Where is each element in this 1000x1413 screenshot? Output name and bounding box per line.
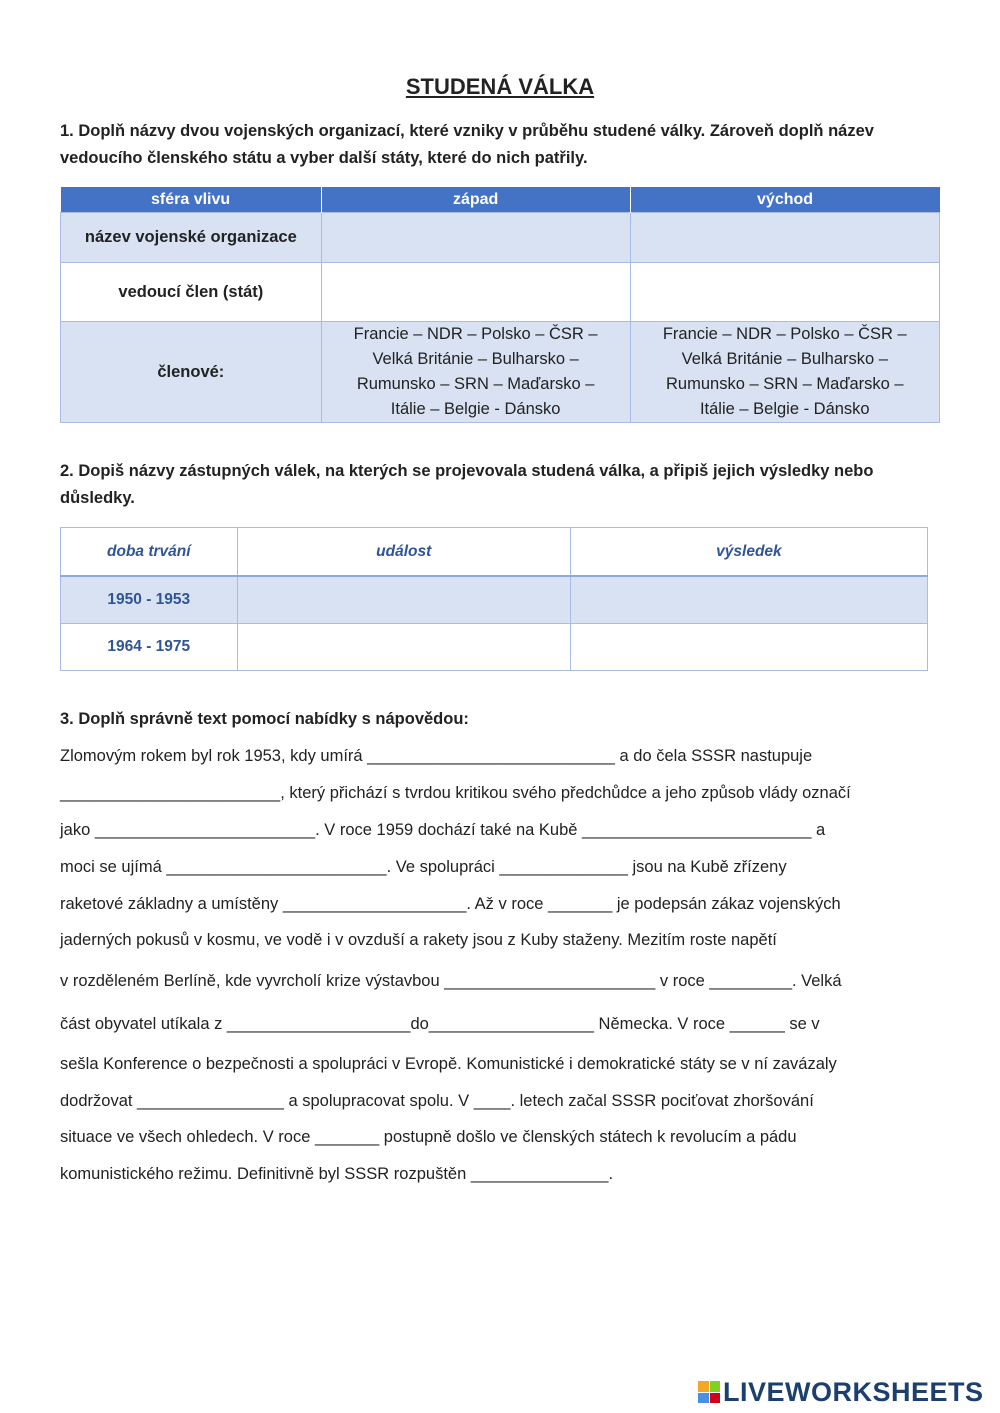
logo-text: LIVEWORKSHEETS <box>723 1376 984 1407</box>
input-result-2[interactable] <box>570 624 927 671</box>
paragraph-line[interactable]: část obyvatel utíkala z ____________________do__________________ Německa. V roce ______ se v <box>60 1015 820 1033</box>
question-1-line-1: 1. Doplň názvy dvou vojenských organizací, které vzniky v průběhu studené války. Zároveň doplň název <box>60 122 874 140</box>
input-result-1[interactable] <box>570 576 927 624</box>
military-organizations-table <box>60 187 940 423</box>
header-west: západ <box>321 187 630 213</box>
table-row <box>61 213 940 263</box>
member-option-line[interactable]: Velká Británie – Bulharsko – <box>681 350 888 368</box>
table-row <box>61 322 940 423</box>
question-2-line-2: důsledky. <box>60 489 135 507</box>
liveworksheets-logo <box>698 1377 984 1407</box>
header-sphere: sféra vlivu <box>61 187 322 213</box>
paragraph-line[interactable]: komunistického režimu. Definitivně byl SSSR rozpuštěn _______________. <box>60 1165 614 1183</box>
paragraph-line[interactable]: dodržovat ________________ a spolupracovat spolu. V ____. letech začal SSSR pociťovat zhoršování <box>60 1092 814 1110</box>
paragraph-line[interactable]: raketové základny a umístěny ____________________. Až v roce _______ je podepsán zákaz vojenských <box>60 895 841 913</box>
input-organization-west[interactable] <box>321 213 630 263</box>
paragraph-line[interactable]: situace ve všech ohledech. V roce _______ postupně došlo ve členských státech k revolucím a pádu <box>60 1128 797 1146</box>
paragraph-line[interactable]: Zlomovým rokem byl rok 1953, kdy umírá ___________________________ a do čela SSSR nastupuje <box>60 747 813 765</box>
proxy-wars-table <box>60 527 928 671</box>
table-row <box>61 624 928 671</box>
header-east: východ <box>630 187 939 213</box>
input-event-1[interactable] <box>237 576 570 624</box>
logo-mark-icon <box>698 1381 720 1403</box>
member-option-line[interactable]: Velká Británie – Bulharsko – <box>372 350 579 368</box>
row-label-leader: vedoucí člen (stát) <box>61 263 322 322</box>
input-leader-east[interactable] <box>630 263 939 322</box>
header-duration: doba trvání <box>61 528 238 577</box>
paragraph-line: jaderných pokusů v kosmu, ve vodě i v ovzduší a rakety jsou z Kuby staženy. Mezitím roste napětí <box>60 931 777 949</box>
header-result: výsledek <box>570 528 927 577</box>
member-option-line[interactable]: Rumunsko – SRN – Maďarsko – <box>666 375 904 393</box>
member-option-line[interactable]: Francie – NDR – Polsko – ČSR – <box>353 325 598 343</box>
table-row <box>61 576 928 624</box>
member-option-line[interactable]: Itálie – Belgie - Dánsko <box>699 400 870 418</box>
members-east-cell[interactable] <box>630 322 939 423</box>
paragraph-line: sešla Konference o bezpečnosti a spolupráci v Evropě. Komunistické i demokratické státy se v ní zavázaly <box>60 1055 837 1073</box>
input-organization-east[interactable] <box>630 213 939 263</box>
member-option-line[interactable]: Francie – NDR – Polsko – ČSR – <box>662 325 907 343</box>
question-3-heading: 3. Doplň správně text pomocí nabídky s nápovědou: <box>60 710 469 728</box>
input-leader-west[interactable] <box>321 263 630 322</box>
table-header-row <box>61 528 928 577</box>
question-2 <box>60 458 940 512</box>
period-cell: 1950 - 1953 <box>61 576 238 624</box>
question-1 <box>60 118 940 172</box>
paragraph-line[interactable]: moci se ujímá ________________________. Ve spolupráci ______________ jsou na Kubě zřízeny <box>60 858 787 876</box>
period-cell: 1964 - 1975 <box>61 624 238 671</box>
member-option-line[interactable]: Rumunsko – SRN – Maďarsko – <box>356 375 595 393</box>
question-1-line-2: vedoucího členského státu a vyber další státy, které do nich patřily. <box>60 149 588 167</box>
table-row <box>61 263 940 322</box>
table-header-row <box>61 187 940 213</box>
row-label-organization: název vojenské organizace <box>61 213 322 263</box>
members-west-cell[interactable] <box>321 322 630 423</box>
question-2-line-1: 2. Dopiš názvy zástupných válek, na kterých se projevovala studená válka, a připiš jejich výsledky nebo <box>60 462 874 480</box>
paragraph-line[interactable]: jako ________________________. V roce 1959 dochází také na Kubě _________________________ a <box>60 821 826 839</box>
paragraph-line[interactable]: v rozděleném Berlíně, kde vyvrcholí krize výstavbou _______________________ v roce _________. Velká <box>60 972 842 990</box>
input-event-2[interactable] <box>237 624 570 671</box>
row-label-members: členové: <box>61 322 322 423</box>
header-event: událost <box>237 528 570 577</box>
paragraph-line[interactable]: ________________________, který přichází s tvrdou kritikou svého předchůdce a jeho způsob vlády označí <box>60 784 851 802</box>
member-option-line[interactable]: Itálie – Belgie - Dánsko <box>390 400 561 418</box>
page-title: STUDENÁ VÁLKA <box>405 74 595 99</box>
